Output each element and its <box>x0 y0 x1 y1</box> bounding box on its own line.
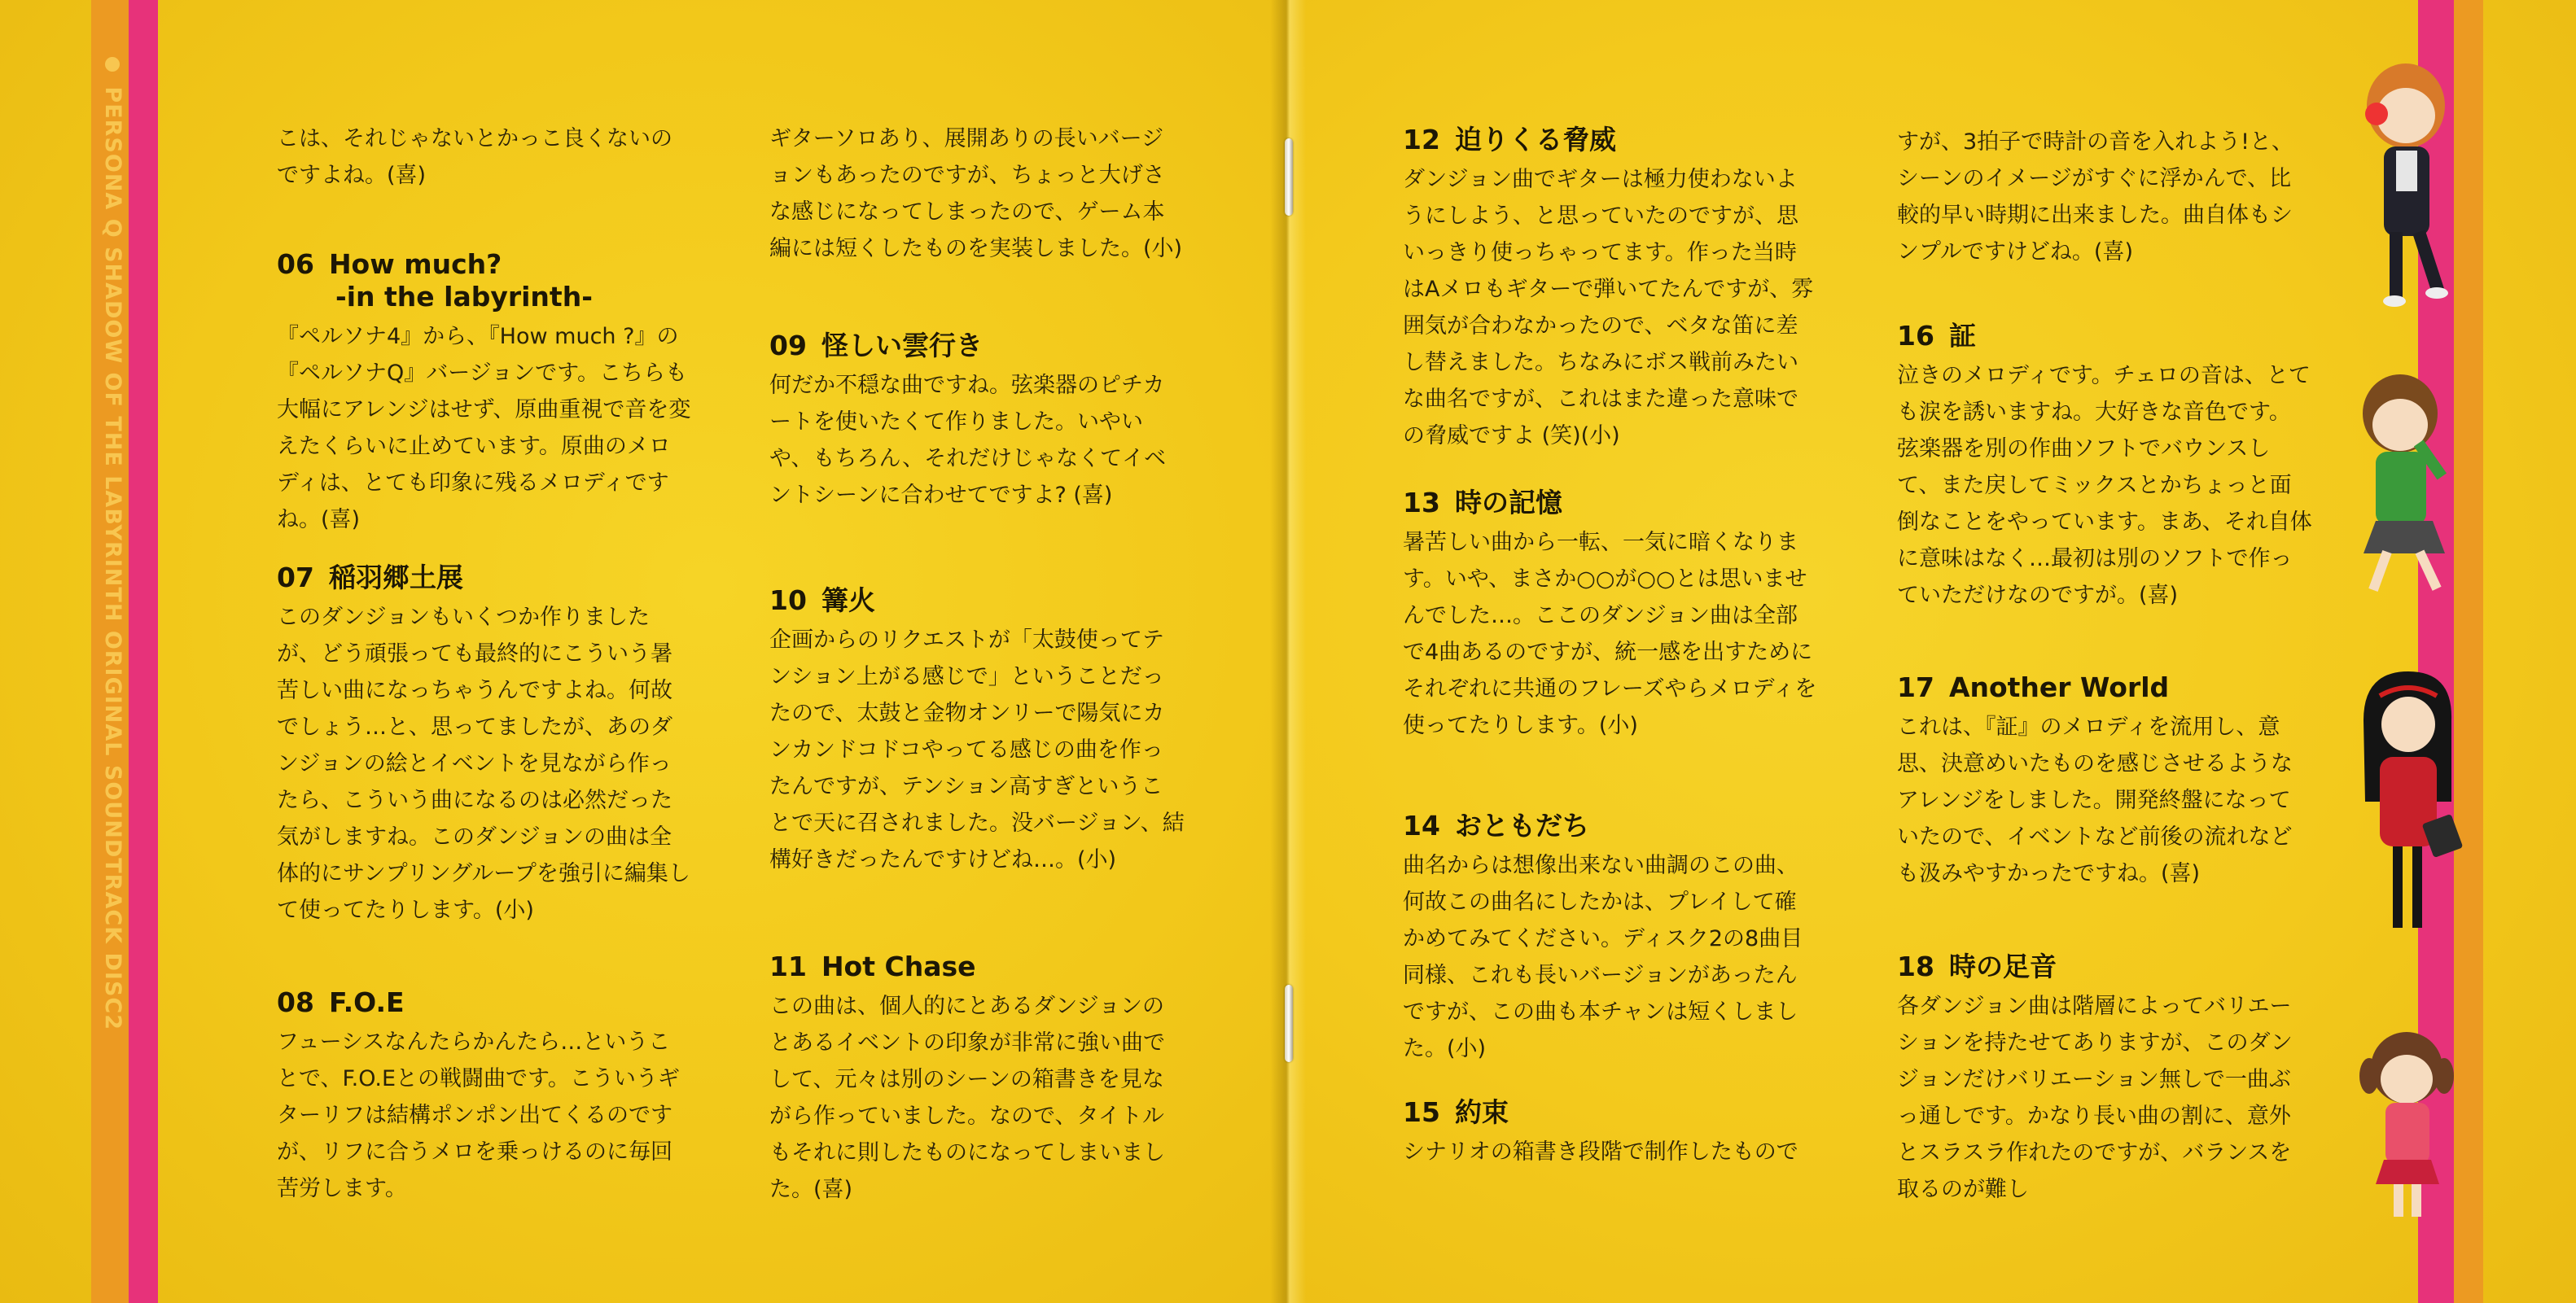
track-title: 怪しい雲行き <box>821 330 983 361</box>
track-title: 篝火 <box>821 584 875 616</box>
track-title: 時の足音 <box>1948 951 2057 982</box>
track-entry-16 <box>1897 320 2312 614</box>
track-number: 11 <box>769 951 807 982</box>
track-heading <box>1403 810 1818 842</box>
track-title: おともだち <box>1454 810 1589 842</box>
track-number: 09 <box>769 330 807 361</box>
track-title: 迫りくる脅威 <box>1454 124 1616 155</box>
track-commentary: 企画からのリクエストが「太鼓使ってテンション上がる感じで」ということだったので、太鼓と金物オンリーで陽気にカンカンドコドコやってる感じの曲を作ったんですが、テンション高すぎということで天に召されました。没バージョン、結構好きだったんですけどね…。(小) <box>769 627 1185 872</box>
track-number: 15 <box>1403 1096 1440 1128</box>
left-page <box>0 0 1285 1303</box>
track-heading <box>1403 487 1818 519</box>
track-number: 18 <box>1897 951 1934 982</box>
track-number: 06 <box>277 248 314 280</box>
track-title: How much? <box>328 248 502 280</box>
track-number: 17 <box>1897 671 1934 703</box>
vertical-album-title: PERSONA Q SHADOW OF THE LABYRINTH ORIGINAL SOUNDTRACK DISC2 <box>96 57 125 1245</box>
track-heading <box>1897 320 2312 352</box>
text-column-2 <box>769 120 1185 267</box>
track-heading <box>769 584 1185 617</box>
track-commentary: 暑苦しい曲から一転、一気に暗くなります。いや、まさか○○が○○とは思いませんでした…。ここのダンジョン曲は全部で4曲あるのですが、統一感を出すためにそれぞれに共通のフレーズやらメロディを使ってたりします。(小) <box>1403 530 1817 738</box>
track-entry-08 <box>277 986 692 1207</box>
track-heading <box>277 248 692 313</box>
track-commentary: 泣きのメロディです。チェロの音は、とても涙を誘いますね。大好きな音色です。弦楽器を別の作曲ソフトでバウンスして、また戻してミックスとかちょっと面倒なことをやっています。まあ、それ自体に意味はなく…最初は別のソフトで作っていただけなのですが。(喜) <box>1897 363 2312 608</box>
track-entry-13 <box>1403 487 1818 744</box>
track-heading <box>1403 124 1818 156</box>
track-commentary: 曲名からは想像出来ない曲調のこの曲、何故この曲名にしたかは、プレイして確かめてみてください。ディスク2の8曲目同様、これも長いバージョンがあったんですが、この曲も本チャンは短くしました。(小) <box>1403 853 1803 1061</box>
track-commentary: 『ペルソナ4』から、『How much ?』の『ペルソナQ』バージョンです。こちらも大幅にアレンジはせず、原曲重視で音を変えたくらいに止めています。原曲のメロディは、とても印象に残るメロディですね。(喜) <box>277 324 691 532</box>
track-entry-15 <box>1403 1096 1818 1170</box>
chibi-character-green-jacket <box>2343 358 2465 602</box>
track-number: 14 <box>1403 810 1440 842</box>
track-entry-11 <box>769 951 1185 1208</box>
track-commentary: これは、『証』のメロディを流用し、意思、決意めいたものを感じさせるようなアレンジをしました。開発終盤になっていたので、イベントなど前後の流れなども汲みやすかったですね。(喜) <box>1897 715 2293 886</box>
track-title: F.O.E <box>328 986 405 1018</box>
track-number: 08 <box>277 986 314 1018</box>
track-entry-06 <box>277 248 692 538</box>
right-page <box>1285 0 2576 1303</box>
column-lead-text: すが、3拍子で時計の音を入れよう!と、シーンのイメージがすぐに浮かんで、比較的早い時期に出来ました。曲自体もシンプルですけどね。(喜) <box>1897 129 2294 265</box>
track-title: 時の記憶 <box>1454 487 1562 518</box>
track-entry-12 <box>1403 124 1818 454</box>
track-number: 07 <box>277 562 314 593</box>
track-title: 約束 <box>1454 1096 1509 1128</box>
column-lead-text: こは、それじゃないとかっこ良くないのですよね。(喜) <box>277 126 672 188</box>
chibi-character-red-cardigan <box>2347 663 2469 944</box>
track-number: 10 <box>769 584 807 616</box>
track-number: 12 <box>1403 124 1440 155</box>
track-commentary: ダンジョン曲でギターは極力使わないようにしよう、と思っていたのですが、思いっきり使っちゃってます。作った当時はAメロもギターで弾いてたんですが、雰囲気が合わなかったので、ベタな笛に差し替えました。ちなみにボス戦前みたいな曲名ですが、これはまた違った意味での脅威ですよ (笑)(小) <box>1403 167 1814 448</box>
track-heading <box>769 330 1185 362</box>
track-entry-14 <box>1403 810 1818 1067</box>
track-entry-07 <box>277 562 692 929</box>
track-heading <box>769 951 1185 983</box>
track-heading <box>1897 671 2312 704</box>
chibi-character-headphones <box>2347 49 2469 317</box>
track-commentary: 何だか不穏な曲ですね。弦楽器のピチカートを使いたくて作りました。いやいや、もちろん、それだけじゃなくてイベントシーンに合わせてですよ? (喜) <box>769 373 1167 508</box>
track-commentary: 各ダンジョン曲は階層によってバリエーションを持たせてありますが、このダンジョンだけバリエーション無しで一曲ぶっ通しです。かなり長い曲の割に、意外とスラスラ作れたのですが、バランスを取るのが難し <box>1897 994 2293 1202</box>
track-commentary: このダンジョンもいくつか作りましたが、どう頑張っても最終的にこういう暑苦しい曲になっちゃうんですよね。何故でしょう…と、思ってましたが、あのダンジョンの絵とイベントを見ながら作ったら、こういう曲になるのは必然だった気がしますね。このダンジョンの曲は全体的にサンプリングループを強引に編集して使ってたりします。(小) <box>277 605 690 923</box>
pink-side-strip <box>129 0 158 1303</box>
track-title: Another World <box>1948 671 2170 703</box>
track-number: 16 <box>1897 320 1934 352</box>
track-title: 証 <box>1948 320 1976 352</box>
column-lead-text: ギターソロあり、展開ありの長いバージョンもあったのですが、ちょっと大げさな感じになってしまったので、ゲーム本編には短くしたものを実装しました。(小) <box>769 126 1183 261</box>
staple <box>1285 985 1293 1062</box>
track-entry-17 <box>1897 671 2312 892</box>
track-heading <box>1403 1096 1818 1129</box>
text-column-1 <box>277 120 692 194</box>
track-number: 13 <box>1403 487 1440 518</box>
track-title: 稲羽郷土展 <box>328 562 463 593</box>
staple <box>1285 138 1293 216</box>
chibi-character-pigtails <box>2351 1017 2465 1229</box>
track-subtitle: -in the labyrinth- <box>335 281 593 313</box>
track-entry-10 <box>769 584 1185 878</box>
track-heading <box>277 562 692 594</box>
disc-mark-icon <box>105 57 120 72</box>
track-title: Hot Chase <box>821 951 976 982</box>
track-entry-18 <box>1897 951 2312 1208</box>
track-entry-09 <box>769 330 1185 514</box>
track-heading <box>1897 951 2312 983</box>
track-commentary: シナリオの箱書き段階で制作したもので <box>1403 1139 1798 1165</box>
text-column-4 <box>1897 124 2312 270</box>
track-heading <box>277 986 692 1019</box>
track-commentary: フューシスなんたらかんたら…ということで、F.O.Eとの戦闘曲です。こういうギターリフは結構ポンポン出てくるのですが、リフに合うメロを乗っけるのに毎回苦労します。 <box>277 1030 680 1201</box>
track-commentary: この曲は、個人的にとあるダンジョンのとあるイベントの印象が非常に強い曲でして、元々は別のシーンの箱書きを見ながら作っていました。なので、タイトルもそれに則したものになってしまいました。(喜) <box>769 994 1165 1202</box>
